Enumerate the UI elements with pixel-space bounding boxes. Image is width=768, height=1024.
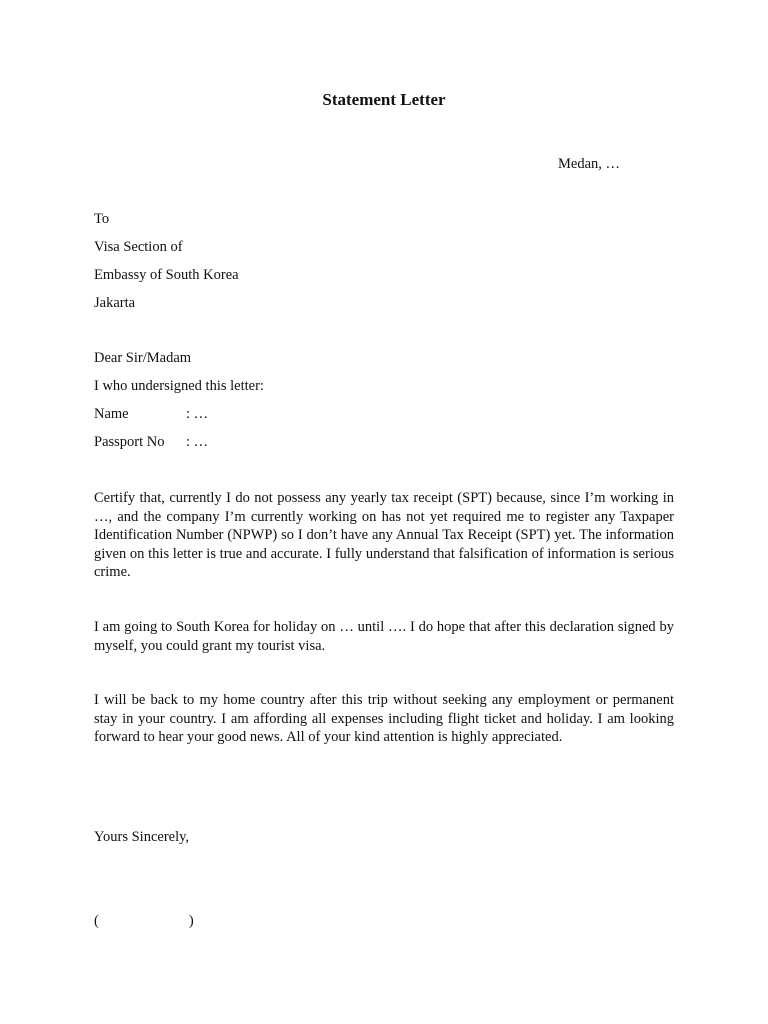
recipient-line-3: Jakarta <box>94 295 136 311</box>
paragraph-holiday: I am going to South Korea for holiday on … until …. I do hope that after this declaration signed by myself, you could grant my tourist visa. <box>94 619 674 654</box>
name-field <box>94 406 208 423</box>
intro-line: I who undersigned this letter: <box>94 378 264 394</box>
signature-open-bracket: ( <box>94 913 99 929</box>
name-label: Name <box>94 406 129 422</box>
recipient-line-1: Visa Section of <box>94 239 183 255</box>
passport-label: Passport No <box>94 434 165 450</box>
passport-value: : … <box>186 434 209 450</box>
recipient-to: To <box>94 211 110 227</box>
paragraph-certify: Certify that, currently I do not possess any yearly tax receipt (SPT) because, since I’m working in …, and the company I’m currently working on has not yet required me to register any Taxpaper Identification Number (NPWP) so I don’t have any Annual Tax Receipt (SPT) yet. The information given on this letter is true and accurate. I fully understand that falsification of information is serious crime. <box>94 490 674 580</box>
name-value: : … <box>186 406 209 422</box>
document-title: Statement Letter <box>322 90 446 109</box>
place-date: Medan, … <box>558 156 621 172</box>
recipient-line-2: Embassy of South Korea <box>94 267 239 283</box>
closing: Yours Sincerely, <box>94 829 190 845</box>
signature-close-bracket: ) <box>188 913 194 929</box>
salutation: Dear Sir/Madam <box>94 350 192 366</box>
passport-field <box>94 434 208 451</box>
signature-placeholder <box>94 913 194 930</box>
paragraph-return: I will be back to my home country after this trip without seeking any employment or permanent stay in your country. I am affording all expenses including flight ticket and holiday. I am looking forward to hear your good news. All of your kind attention is highly appreciated. <box>94 692 674 745</box>
